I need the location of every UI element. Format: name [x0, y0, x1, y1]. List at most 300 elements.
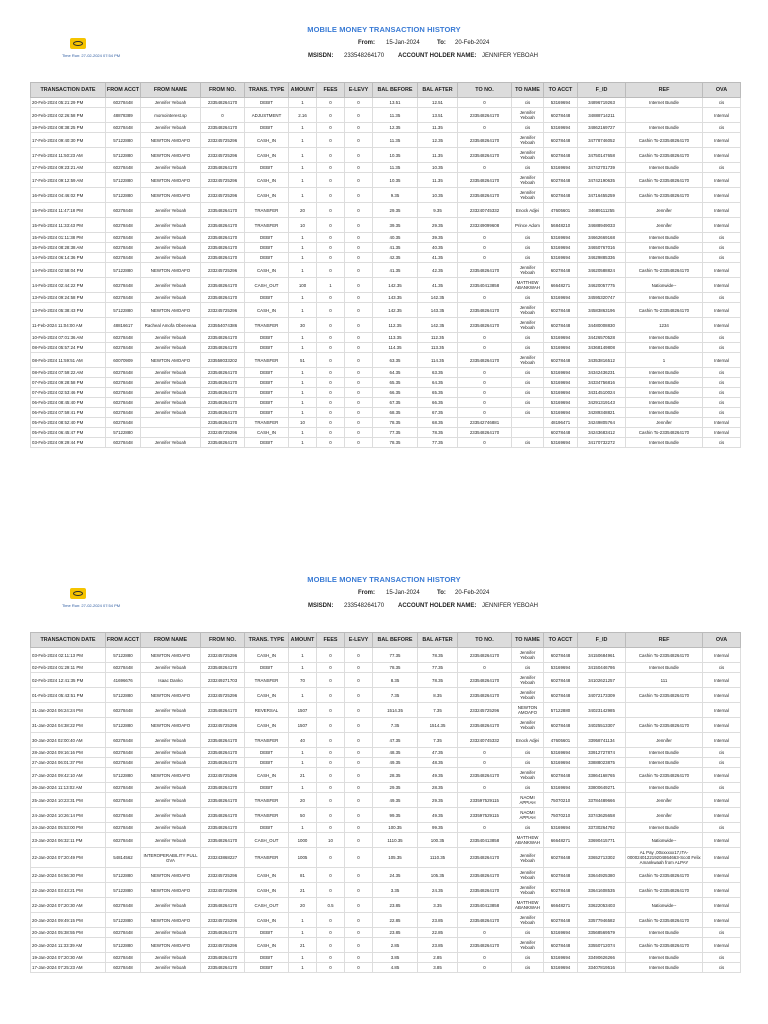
cell-transaction-date: 13-Feb-2024 09:24:58 PM: [31, 293, 106, 303]
cell-to-acct: 75070210: [544, 808, 578, 823]
cell-bal-after: 99.35: [418, 823, 458, 833]
cell-to-acct: 53169694: [544, 343, 578, 353]
cell-ref: [626, 108, 703, 123]
cell-from-acct: 60278448: [106, 218, 141, 233]
cell-from-acct: 57122880: [106, 428, 141, 438]
cell-amount: 1: [289, 343, 317, 353]
table-row: [31, 173, 741, 188]
cell-amount: 1: [289, 123, 317, 133]
cell-from-no: 233245725296: [201, 428, 245, 438]
cell-e-levy: 0: [345, 848, 373, 868]
cell-bal-before: 11.35: [373, 133, 418, 148]
cell-to-acct: 60278448: [544, 318, 578, 333]
cell-e-levy: 0: [345, 98, 373, 108]
table-row: [31, 428, 741, 438]
cell-to-name: cis: [512, 378, 544, 388]
cell-bal-before: 114.35: [373, 343, 418, 353]
cell-from-acct: 54814562: [106, 848, 141, 868]
cell-ref: Internet Bundle: [626, 333, 703, 343]
table-header-row: [31, 633, 741, 648]
cell-to-no: 0: [458, 963, 512, 973]
cell-ref: Jennifer: [626, 808, 703, 823]
mtn-logo-icon: [70, 38, 86, 49]
cell-f-id: 34620588824: [578, 263, 626, 278]
cell-ova: Internal: [703, 263, 741, 278]
cell-ref: 1234: [626, 318, 703, 333]
table-row: [31, 343, 741, 353]
table-row: [31, 868, 741, 883]
table-row: [31, 928, 741, 938]
cell-f-id: 33730264792: [578, 823, 626, 833]
cell-trans-type: CASH_OUT: [245, 833, 289, 848]
cell-f-id: 34650767016: [578, 243, 626, 253]
cell-bal-after: 67.35: [418, 408, 458, 418]
cell-from-acct: 60278448: [106, 953, 141, 963]
cell-bal-before: 3.35: [373, 883, 418, 898]
column-header-bal-after: BAL AFTER: [418, 633, 458, 648]
cell-from-name: Jennifer Yeboah: [141, 408, 201, 418]
cell-bal-after: 28.35: [418, 783, 458, 793]
cell-to-name: Jennifer Yeboah: [512, 648, 544, 663]
table-row: [31, 748, 741, 758]
cell-to-no: 233249099608: [458, 218, 512, 233]
cell-e-levy: 0: [345, 148, 373, 163]
cell-to-acct: 60278448: [544, 148, 578, 163]
cell-fees: 0: [317, 123, 345, 133]
cell-from-acct: 60278448: [106, 368, 141, 378]
cell-ref: Cashin To-233548264170: [626, 428, 703, 438]
table-row: [31, 203, 741, 218]
cell-amount: 1: [289, 263, 317, 278]
cell-from-acct: 60278448: [106, 123, 141, 133]
cell-trans-type: DEBIT: [245, 783, 289, 793]
cell-from-no: 233548264170: [201, 218, 245, 233]
cell-to-no: 233548264170: [458, 108, 512, 123]
cell-from-acct: 60278448: [106, 898, 141, 913]
cell-to-name: Jennifer Yeboah: [512, 718, 544, 733]
cell-ova: Internal: [703, 133, 741, 148]
cell-trans-type: CASH_IN: [245, 303, 289, 318]
cell-from-no: 233548264170: [201, 663, 245, 673]
cell-ova: Internal: [703, 718, 741, 733]
table-row: [31, 823, 741, 833]
cell-ova: Internal: [703, 768, 741, 783]
cell-from-no: 233548264170: [201, 963, 245, 973]
cell-fees: 0: [317, 243, 345, 253]
cell-ref: Cashin To-233548264170: [626, 173, 703, 188]
cell-from-no: 233548264170: [201, 123, 245, 133]
cell-transaction-date: 31-Jan-2024 04:38:22 PM: [31, 718, 106, 733]
cell-to-no: 233548264170: [458, 938, 512, 953]
cell-trans-type: DEBIT: [245, 758, 289, 768]
cell-transaction-date: 06-Feb-2024 07:59:41 PM: [31, 408, 106, 418]
cell-amount: 1005: [289, 848, 317, 868]
cell-from-acct: 57122880: [106, 303, 141, 318]
cell-f-id: 34426570528: [578, 333, 626, 343]
cell-trans-type: CASH_IN: [245, 173, 289, 188]
cell-bal-after: 23.85: [418, 913, 458, 928]
cell-f-id: 34778746052: [578, 133, 626, 148]
cell-from-name: Jennifer Yeboah: [141, 438, 201, 448]
cell-transaction-date: 24-Jan-2024 05:53:00 PM: [31, 823, 106, 833]
cell-amount: 1000: [289, 833, 317, 848]
cell-ref: Internet Bundle: [626, 408, 703, 418]
cell-amount: 81: [289, 868, 317, 883]
cell-e-levy: 0: [345, 783, 373, 793]
cell-e-levy: 0: [345, 663, 373, 673]
cell-to-name: MATTHEW ABANKWAH: [512, 898, 544, 913]
cell-transaction-date: 17-Feb-2024 09:23:21 AM: [31, 163, 106, 173]
column-header-to-name: TO NAME: [512, 83, 544, 98]
cell-bal-before: 13.51: [373, 98, 418, 108]
cell-bal-after: 1514.35: [418, 718, 458, 733]
cell-f-id: 34291319143: [578, 398, 626, 408]
cell-bal-after: 11.35: [418, 173, 458, 188]
cell-fees: 0: [317, 163, 345, 173]
cell-from-no: 233548264170: [201, 388, 245, 398]
cell-from-acct: 60278448: [106, 408, 141, 418]
cell-to-no: 233597529115: [458, 808, 512, 823]
cell-to-name: cis: [512, 663, 544, 673]
column-header-to-no: TO NO.: [458, 633, 512, 648]
cell-fees: 0: [317, 173, 345, 188]
cell-transaction-date: 17-Feb-2024 11:50:23 AM: [31, 148, 106, 163]
cell-from-name: Jennifer Yeboah: [141, 953, 201, 963]
cell-from-no: 233548264170: [201, 733, 245, 748]
cell-fees: 0: [317, 848, 345, 868]
cell-amount: 21: [289, 883, 317, 898]
cell-bal-before: 9.35: [373, 188, 418, 203]
cell-ref: Cashin To-233548264170: [626, 688, 703, 703]
cell-from-no: 233245725296: [201, 718, 245, 733]
cell-f-id: 34888714211: [578, 108, 626, 123]
cell-ova: Internal: [703, 203, 741, 218]
cell-transaction-date: 23-Jan-2024 06:32:11 PM: [31, 833, 106, 848]
cell-ref: Cashin To-233548264170: [626, 883, 703, 898]
cell-f-id: 33641608535: [578, 883, 626, 898]
cell-to-name: cis: [512, 953, 544, 963]
cell-fees: 0: [317, 438, 345, 448]
cell-bal-before: 49.35: [373, 793, 418, 808]
cell-trans-type: DEBIT: [245, 233, 289, 243]
cell-from-acct: 60278448: [106, 783, 141, 793]
cell-trans-type: DEBIT: [245, 293, 289, 303]
table-row: [31, 353, 741, 368]
cell-amount: 1: [289, 748, 317, 758]
cell-ova: Internal: [703, 848, 741, 868]
cell-amount: 1507: [289, 703, 317, 718]
cell-transaction-date: 20-Feb-2024 05:21:29 PM: [31, 98, 106, 108]
cell-fees: 0: [317, 663, 345, 673]
cell-ref: Internet Bundle: [626, 343, 703, 353]
to-label: To:: [437, 40, 446, 46]
cell-f-id: 33568569579: [578, 928, 626, 938]
cell-ova: cis: [703, 783, 741, 793]
cell-from-acct: 60278448: [106, 293, 141, 303]
cell-to-no: 0: [458, 163, 512, 173]
cell-from-name: INTEROPERABILITY PULL GVA: [141, 848, 201, 868]
cell-bal-after: 8.35: [418, 688, 458, 703]
cell-transaction-date: 10-Feb-2024 07:01:36 AM: [31, 333, 106, 343]
cell-from-name: NEWTON AMOAFO: [141, 938, 201, 953]
cell-fees: 0: [317, 688, 345, 703]
cell-amount: 40: [289, 733, 317, 748]
cell-amount: 1: [289, 928, 317, 938]
cell-to-acct: 53169694: [544, 243, 578, 253]
column-header-amount: AMOUNT: [289, 83, 317, 98]
cell-from-name: NEWTON AMOAFO: [141, 688, 201, 703]
cell-fees: 0: [317, 218, 345, 233]
cell-from-acct: 48816617: [106, 318, 141, 333]
table-row: [31, 438, 741, 448]
cell-amount: 100: [289, 278, 317, 293]
cell-transaction-date: 27-Jan-2024 09:42:10 AM: [31, 768, 106, 783]
column-header-ref: REF: [626, 633, 703, 648]
cell-to-name: cis: [512, 783, 544, 793]
from-label: From:: [358, 40, 375, 46]
cell-e-levy: 0: [345, 823, 373, 833]
cell-e-levy: 0: [345, 333, 373, 343]
cell-to-no: 0: [458, 823, 512, 833]
cell-to-name: [512, 418, 544, 428]
cell-e-levy: 0: [345, 733, 373, 748]
cell-bal-after: 64.35: [418, 378, 458, 388]
cell-to-acct: 60278448: [544, 883, 578, 898]
cell-transaction-date: 20-Jan-2024 11:33:39 AM: [31, 938, 106, 953]
cell-to-name: Jennifer Yeboah: [512, 353, 544, 368]
cell-ova: cis: [703, 253, 741, 263]
cell-amount: 1: [289, 758, 317, 768]
cell-ova: Internal: [703, 418, 741, 428]
cell-from-name: Jennifer Yeboah: [141, 233, 201, 243]
column-header-transaction-date: TRANSACTION DATE: [31, 633, 106, 648]
cell-to-no: 233597529115: [458, 793, 512, 808]
cell-transaction-date: 15-Feb-2024 08:28:38 AM: [31, 243, 106, 253]
cell-amount: 1: [289, 823, 317, 833]
cell-fees: 0: [317, 188, 345, 203]
cell-transaction-date: 06-Feb-2024 08:45:40 PM: [31, 398, 106, 408]
table-row: [31, 833, 741, 848]
cell-ova: cis: [703, 98, 741, 108]
cell-amount: 1: [289, 913, 317, 928]
cell-trans-type: REVERSAL: [245, 703, 289, 718]
cell-to-no: 0: [458, 253, 512, 263]
table-body: [31, 648, 741, 973]
cell-from-acct: 60278448: [106, 438, 141, 448]
cell-to-no: 0: [458, 333, 512, 343]
cell-fees: 0: [317, 793, 345, 808]
cell-fees: 0: [317, 768, 345, 783]
cell-from-acct: 57122880: [106, 263, 141, 278]
cell-ref: Cashin To-233548264170: [626, 718, 703, 733]
cell-bal-after: 12.35: [418, 133, 458, 148]
cell-ref: Internet Bundle: [626, 663, 703, 673]
column-header-from-name: FROM NAME: [141, 83, 201, 98]
cell-from-acct: 60278448: [106, 163, 141, 173]
cell-from-name: Jennifer Yeboah: [141, 278, 201, 293]
cell-from-no: 233245725296: [201, 173, 245, 188]
table-row: [31, 663, 741, 673]
cell-ref: Internet Bundle: [626, 438, 703, 448]
cell-amount: 10: [289, 218, 317, 233]
cell-bal-before: 41.35: [373, 243, 418, 253]
cell-amount: 1: [289, 148, 317, 163]
cell-ova: cis: [703, 333, 741, 343]
cell-ref: Cashin To-233548264170: [626, 913, 703, 928]
cell-bal-after: 114.35: [418, 353, 458, 368]
cell-to-acct: 53169694: [544, 758, 578, 768]
cell-to-name: Prince Adom: [512, 218, 544, 233]
cell-from-acct: 57122880: [106, 883, 141, 898]
cell-transaction-date: 26-Jan-2024 11:13:02 AM: [31, 783, 106, 793]
cell-from-no: 233548264170: [201, 378, 245, 388]
cell-fees: 0: [317, 203, 345, 218]
cell-bal-before: 78.35: [373, 438, 418, 448]
cell-to-name: cis: [512, 343, 544, 353]
cell-to-no: 233548264170: [458, 148, 512, 163]
from-value: 15-Jan-2024: [386, 590, 420, 596]
cell-amount: 51: [289, 353, 317, 368]
table-row: [31, 938, 741, 953]
cell-ref: Cashin To-233548264170: [626, 648, 703, 663]
cell-amount: 1: [289, 388, 317, 398]
cell-to-no: 233548264170: [458, 303, 512, 318]
table-row: [31, 378, 741, 388]
cell-amount: 1: [289, 303, 317, 318]
cell-e-levy: 0: [345, 253, 373, 263]
cell-bal-before: 64.35: [373, 368, 418, 378]
cell-amount: 10: [289, 418, 317, 428]
cell-to-acct: 60278448: [544, 718, 578, 733]
cell-fees: 0: [317, 418, 345, 428]
cell-bal-after: 40.35: [418, 243, 458, 253]
cell-to-acct: 60278448: [544, 868, 578, 883]
cell-trans-type: TRANSFER: [245, 218, 289, 233]
cell-from-acct: 60278448: [106, 398, 141, 408]
cell-amount: 20: [289, 898, 317, 913]
table-row: [31, 408, 741, 418]
cell-from-name: Jennifer Yeboah: [141, 808, 201, 823]
cell-to-no: 233548264170: [458, 883, 512, 898]
column-header-to-acct: TO ACCT: [544, 83, 578, 98]
cell-f-id: 33743625658: [578, 808, 626, 823]
table-header-row: [31, 83, 741, 98]
cell-from-no: 233245725296: [201, 688, 245, 703]
cell-e-levy: 0: [345, 793, 373, 808]
mtn-logo-icon: [70, 588, 86, 599]
table-row: [31, 148, 741, 163]
cell-from-name: Jennifer Yeboah: [141, 388, 201, 398]
cell-ref: Internet Bundle: [626, 758, 703, 768]
cell-to-name: cis: [512, 293, 544, 303]
cell-bal-before: 99.35: [373, 808, 418, 823]
cell-e-levy: 0: [345, 438, 373, 448]
cell-to-name: Enock Adjei: [512, 733, 544, 748]
cell-f-id: 34023142985: [578, 703, 626, 718]
cell-from-acct: 60278448: [106, 343, 141, 353]
cell-from-name: [141, 418, 201, 428]
cell-bal-before: 1514.35: [373, 703, 418, 718]
table-row: [31, 883, 741, 898]
cell-to-no: 233548264170: [458, 648, 512, 663]
cell-fees: 0: [317, 368, 345, 378]
cell-e-levy: 0: [345, 378, 373, 388]
cell-ref: Internet Bundle: [626, 928, 703, 938]
cell-to-name: Jennifer Yeboah: [512, 318, 544, 333]
cell-to-name: cis: [512, 398, 544, 408]
cell-from-acct: 60278448: [106, 928, 141, 938]
cell-bal-after: 41.35: [418, 253, 458, 263]
cell-from-name: Jennifer Yeboah: [141, 378, 201, 388]
cell-f-id: 34896719263: [578, 98, 626, 108]
cell-from-name: NEWTON AMOAFO: [141, 263, 201, 278]
holder-value: JENNIFER YEBOAH: [482, 53, 538, 59]
cell-f-id: 33644925380: [578, 868, 626, 883]
cell-bal-before: 24.35: [373, 868, 418, 883]
cell-e-levy: 0: [345, 398, 373, 408]
cell-from-no: 233548264170: [201, 233, 245, 243]
cell-to-no: 233548264170: [458, 188, 512, 203]
to-value: 20-Feb-2024: [455, 590, 490, 596]
cell-ova: cis: [703, 163, 741, 173]
cell-trans-type: TRANSFER: [245, 733, 289, 748]
cell-ref: Nationwide--: [626, 898, 703, 913]
cell-to-name: cis: [512, 123, 544, 133]
cell-e-levy: 0: [345, 388, 373, 398]
cell-to-name: Jennifer Yeboah: [512, 938, 544, 953]
cell-transaction-date: 24-Jan-2024 10:26:14 PM: [31, 808, 106, 823]
cell-f-id: 34716455259: [578, 188, 626, 203]
cell-ref: Internet Bundle: [626, 783, 703, 793]
cell-ref: 111: [626, 673, 703, 688]
cell-to-name: Jennifer Yeboah: [512, 673, 544, 688]
cell-transaction-date: 28-Jan-2024 09:16:16 PM: [31, 748, 106, 758]
cell-ova: cis: [703, 758, 741, 768]
cell-from-acct: 57122880: [106, 913, 141, 928]
cell-e-levy: 0: [345, 768, 373, 783]
cell-to-no: 233540413858: [458, 278, 512, 293]
cell-ref: Cashin To-233548264170: [626, 263, 703, 278]
cell-bal-before: 22.85: [373, 913, 418, 928]
cell-e-levy: 0: [345, 938, 373, 953]
cell-e-levy: 0: [345, 123, 373, 133]
table-row: [31, 188, 741, 203]
cell-from-name: Jennifer Yeboah: [141, 963, 201, 973]
holder-value: JENNIFER YEBOAH: [482, 603, 538, 609]
msisdn-label: MSISDN:: [308, 53, 334, 59]
cell-ova: cis: [703, 343, 741, 353]
cell-amount: 2.16: [289, 108, 317, 123]
cell-bal-after: 112.35: [418, 333, 458, 343]
cell-trans-type: CASH_IN: [245, 688, 289, 703]
column-header-bal-after: BAL AFTER: [418, 83, 458, 98]
cell-transaction-date: 02-Feb-2024 01:29:11 PM: [31, 663, 106, 673]
cell-ova: Internal: [703, 108, 741, 123]
column-header-f-id: F_ID: [578, 633, 626, 648]
cell-f-id: 33912727874: [578, 748, 626, 758]
cell-bal-before: 11.35: [373, 163, 418, 173]
cell-f-id: 33958741134: [578, 733, 626, 748]
cell-to-name: Jennifer Yeboah: [512, 913, 544, 928]
cell-ova: cis: [703, 368, 741, 378]
cell-amount: 1: [289, 953, 317, 963]
cell-amount: 1: [289, 428, 317, 438]
cell-ova: Internal: [703, 173, 741, 188]
cell-e-levy: 0: [345, 868, 373, 883]
cell-bal-before: 11.35: [373, 108, 418, 123]
cell-e-levy: 0: [345, 368, 373, 378]
cell-fees: 0: [317, 953, 345, 963]
